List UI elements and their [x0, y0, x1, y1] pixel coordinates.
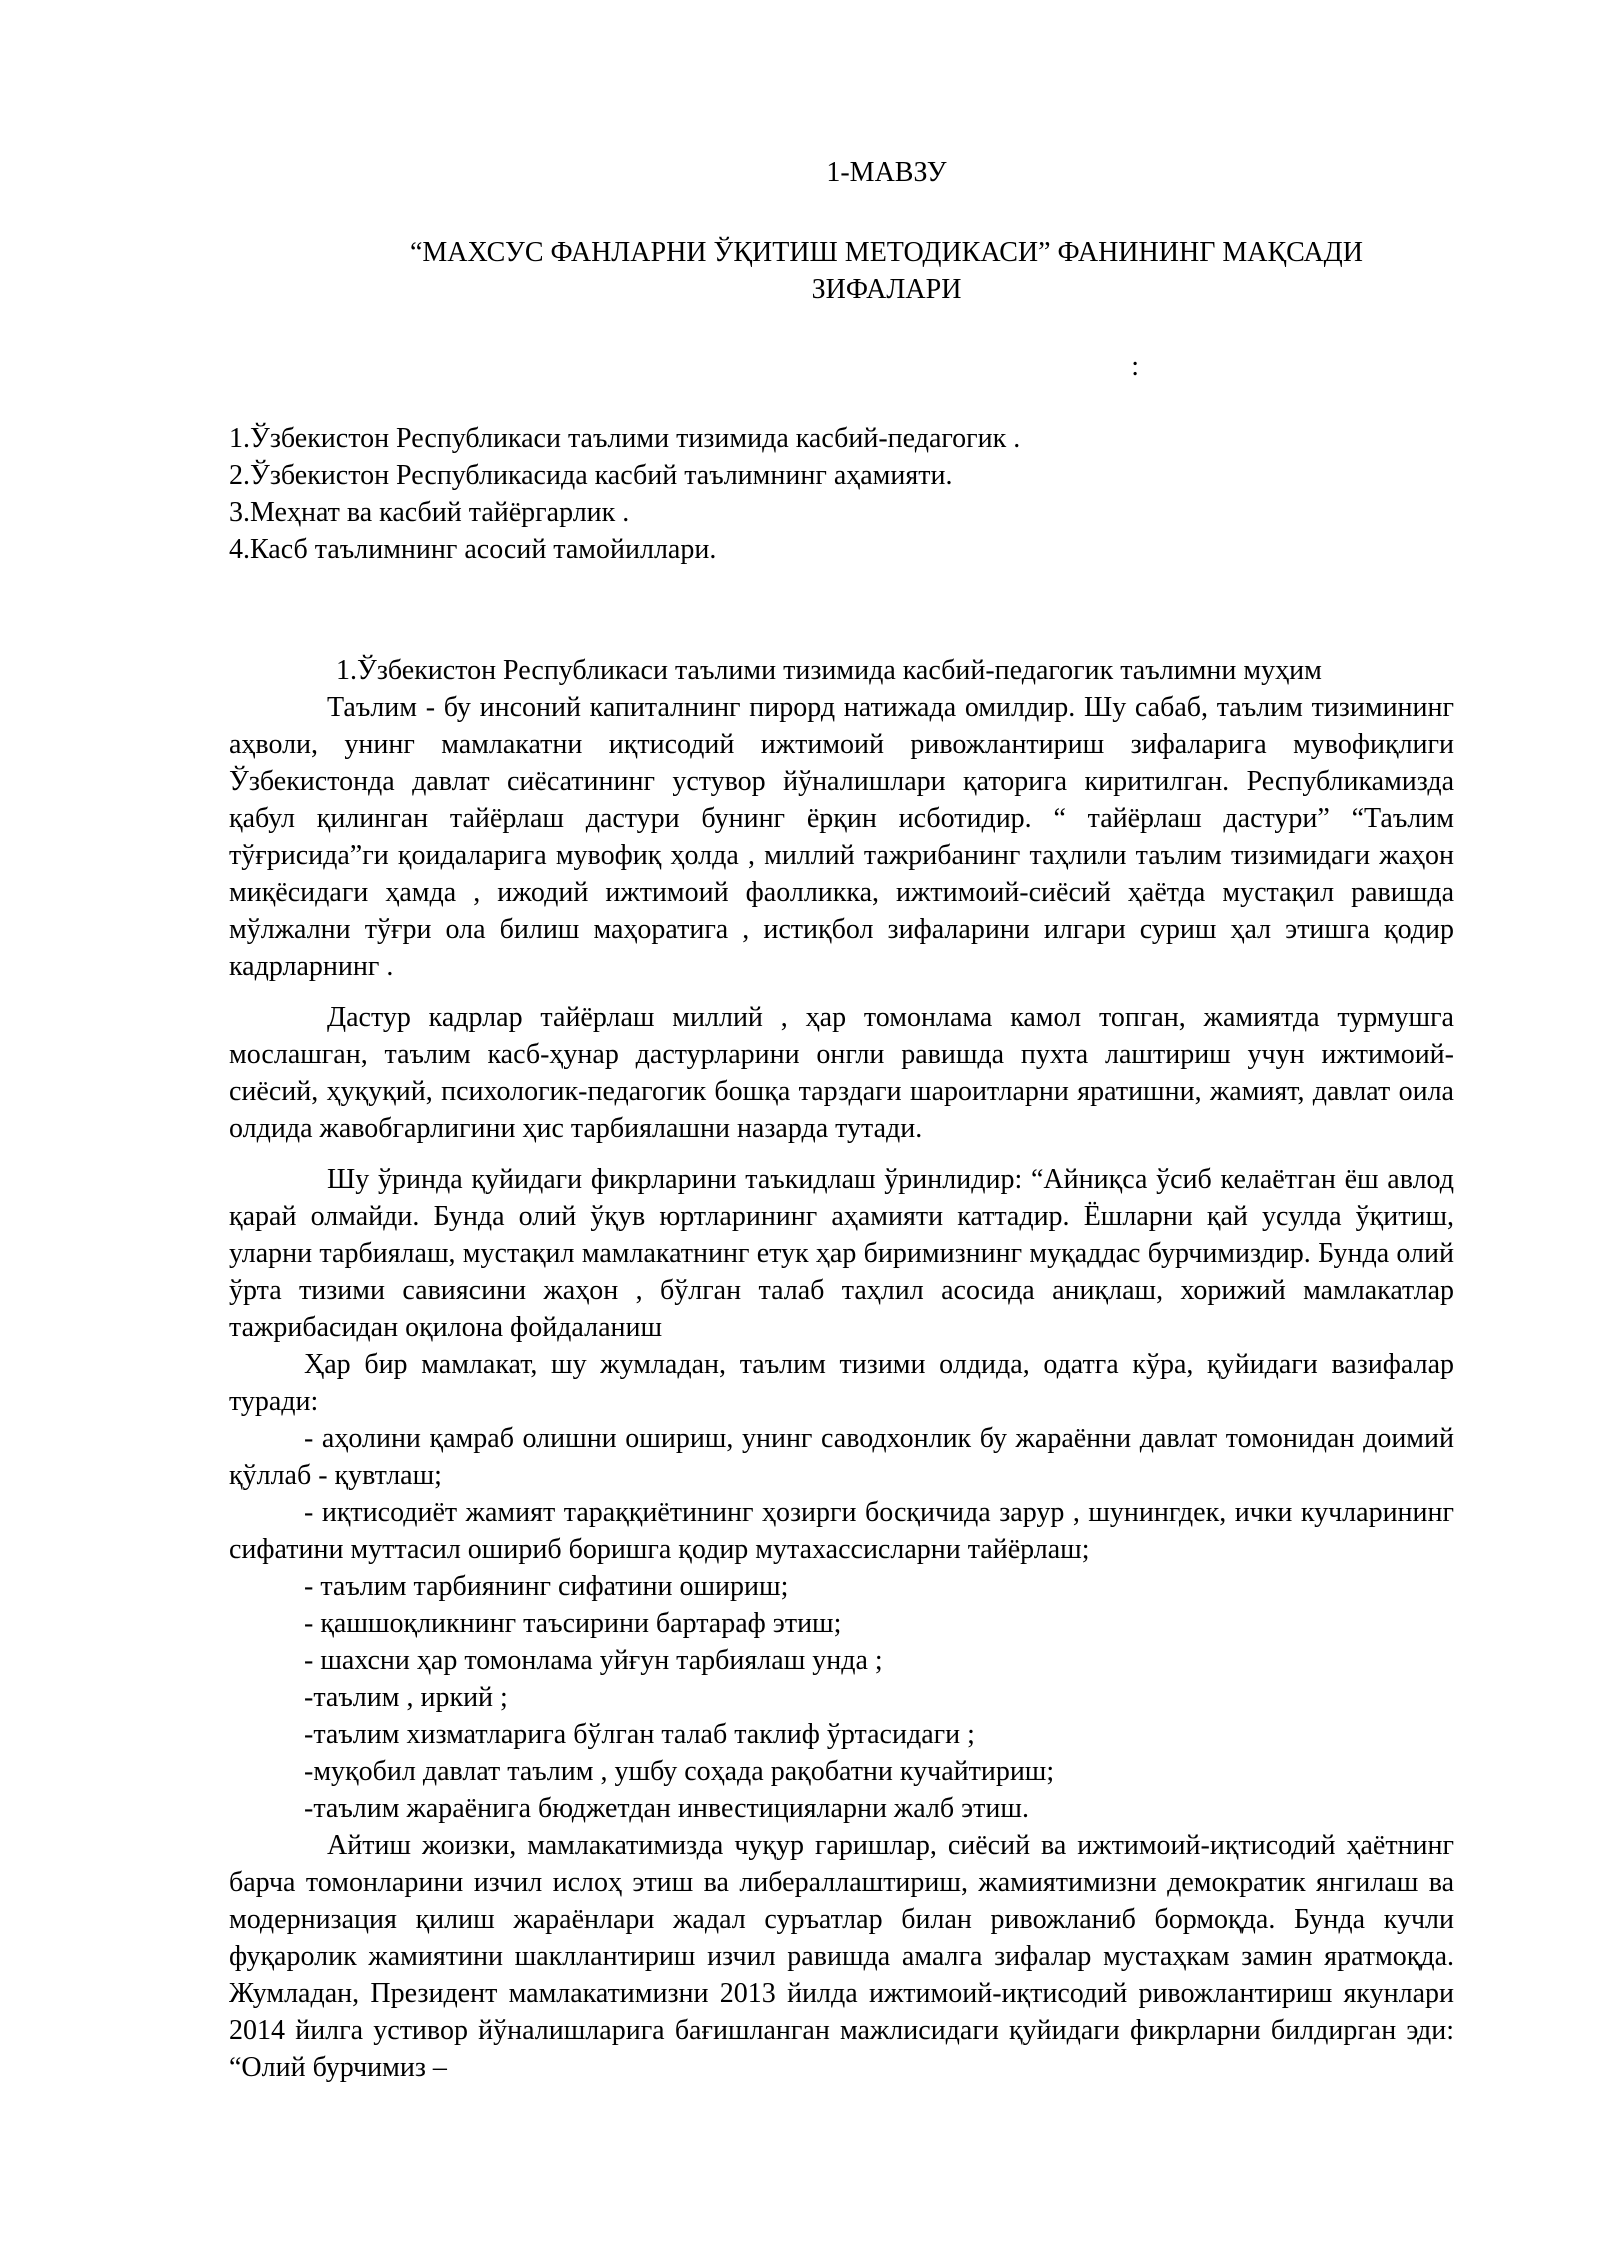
- plan-item: 4.Касб таълимнинг асосий тамойиллари.: [229, 534, 717, 565]
- list-item: -таълим , иркий ;: [304, 1682, 508, 1713]
- plan-list: [229, 420, 1454, 568]
- plan-item: 2.Ўзбекистон Республикасида касбий таълимнинг аҳамияти.: [229, 460, 953, 491]
- paragraph: Айтиш жоизки, мамлакатимизда чуқур гаришлар, сиёсий ва ижтимоий-иқтисодий ҳаётнинг барча томонларини изчил ислоҳ этиш ва либераллаштириш, жамиятимизни демократик янгилаш ва модернизация қилиш жараёнлари жадал суръатлар билан ривожланиб бормоқда. Бунда кучли фуқаролик жамиятини шакллантириш изчил равишда амалга зифалар мустаҳкам замин яратмоқда. Жумладан, Президент мамлакатимизни 2013 йилда ижтимоий-иқтисодий ривожлантириш якунлари 2014 йилга устивор йўналишларига бағишланган мажлисидаги қуйидаги фикрларни билдирган эди: “Олий бурчимиз –: [229, 1830, 1454, 2083]
- document-body: [229, 652, 1454, 2086]
- paragraph: Таълим - бу инсоний капиталнинг пирорд натижада омилдир. Шу сабаб, таълим тизимининг аҳволи, унинг мамлакатни иқтисодий ижтимоий ривожлантириш зифаларига мувофиқлиги Ўзбекистонда давлат сиёсатининг устувор йўналишлари қаторига киритилган. Республикамизда қабул қилинган тайёрлаш дастури бунинг ёрқин исботидир. “ тайёрлаш дастури” “Таълим тўғрисида”ги қоидаларига мувофиқ ҳолда , миллий тажрибанинг таҳлили таълим тизимидаги жаҳон миқёсидаги ҳамда , ижодий ижтимоий фаолликка, ижтимоий-сиёсий ҳаётда мустақил равишда мўлжални тўғри ола билиш маҳоратига , истиқбол зифаларини илгари суриш ҳал этишга қодир кадрларнинг .: [229, 692, 1454, 982]
- document-title: [229, 234, 1454, 308]
- paragraph: Дастур кадрлар тайёрлаш миллий , ҳар томонлама камол топган, жамиятда турмушга мослашган, таълим касб-ҳунар дастурларини онгли равишда пухта лаштириш учун ижтимоий-сиёсий, ҳуқуқий, психологик-педагогик бошқа тарздаги шароитларни яратишни, жамият, давлат оила олдида жавобгарлигини ҳис тарбиялашни назарда тутади.: [229, 1002, 1454, 1144]
- paragraph: Шу ўринда қуйидаги фикрларини таъкидлаш ўринлидир: “Айниқса ўсиб келаётган ёш авлод қарай олмайди. Бунда олий ўқув юртларининг аҳамияти каттадир. Ёшларни қай усулда ўқитиш, уларни тарбиялаш, мустақил мамлакатнинг етук ҳар биримизнинг муқаддас бурчимиздир. Бунда олий ўрта тизими савиясини жаҳон , бўлган талаб таҳлил асосида аниқлаш, хорижий мамлакатлар тажрибасидан оқилона фойдаланиш: [229, 1164, 1454, 1343]
- plan-colon: :: [1131, 351, 1139, 382]
- section-heading: 1.Ўзбекистон Республикаси таълими тизимида касбий-педагогик таълимни муҳим: [336, 655, 1322, 686]
- list-item: - таълим тарбиянинг сифатини ошириш;: [304, 1571, 789, 1602]
- plan-item: 1.Ўзбекистон Республикаси таълими тизимида касбий-педагогик .: [229, 423, 1021, 454]
- list-item: - шахсни ҳар томонлама уйғун тарбиялаш унда ;: [304, 1645, 883, 1676]
- plan-item: 3.Меҳнат ва касбий тайёргарлик .: [229, 497, 630, 528]
- list-item: - иқтисодиёт жамият тараққиётининг ҳозирги босқичида зарур , шунингдек, ички кучларининг сифатини муттасил ошириб боришга қодир мутахассисларни тайёрлаш;: [229, 1497, 1454, 1565]
- list-item: -муқобил давлат таълим , ушбу соҳада рақобатни кучайтириш;: [304, 1756, 1055, 1787]
- paragraph: Ҳар бир мамлакат, шу жумладан, таълим тизими олдида, одатга кўра, қуйидаги вазифалар туради:: [229, 1349, 1454, 1417]
- list-item: -таълим жараёнига бюджетдан инвестицияларни жалб этиш.: [304, 1793, 1029, 1824]
- topic-number: 1-МАВЗУ: [826, 157, 947, 188]
- title-line-2: ЗИФАЛАРИ: [811, 274, 962, 305]
- title-line-1: “МАХСУС ФАНЛАРНИ ЎҚИТИШ МЕТОДИКАСИ” ФАНИНИНГ МАҚСАДИ: [409, 237, 1363, 268]
- list-item: - қашшоқликнинг таъсирини бартараф этиш;: [304, 1608, 842, 1639]
- list-item: -таълим хизматларига бўлган талаб таклиф ўртасидаги ;: [304, 1719, 975, 1750]
- list-item: - аҳолини қамраб олишни ошириш, унинг саводхонлик бу жараённи давлат томонидан доимий қўллаб - қувтлаш;: [229, 1423, 1454, 1491]
